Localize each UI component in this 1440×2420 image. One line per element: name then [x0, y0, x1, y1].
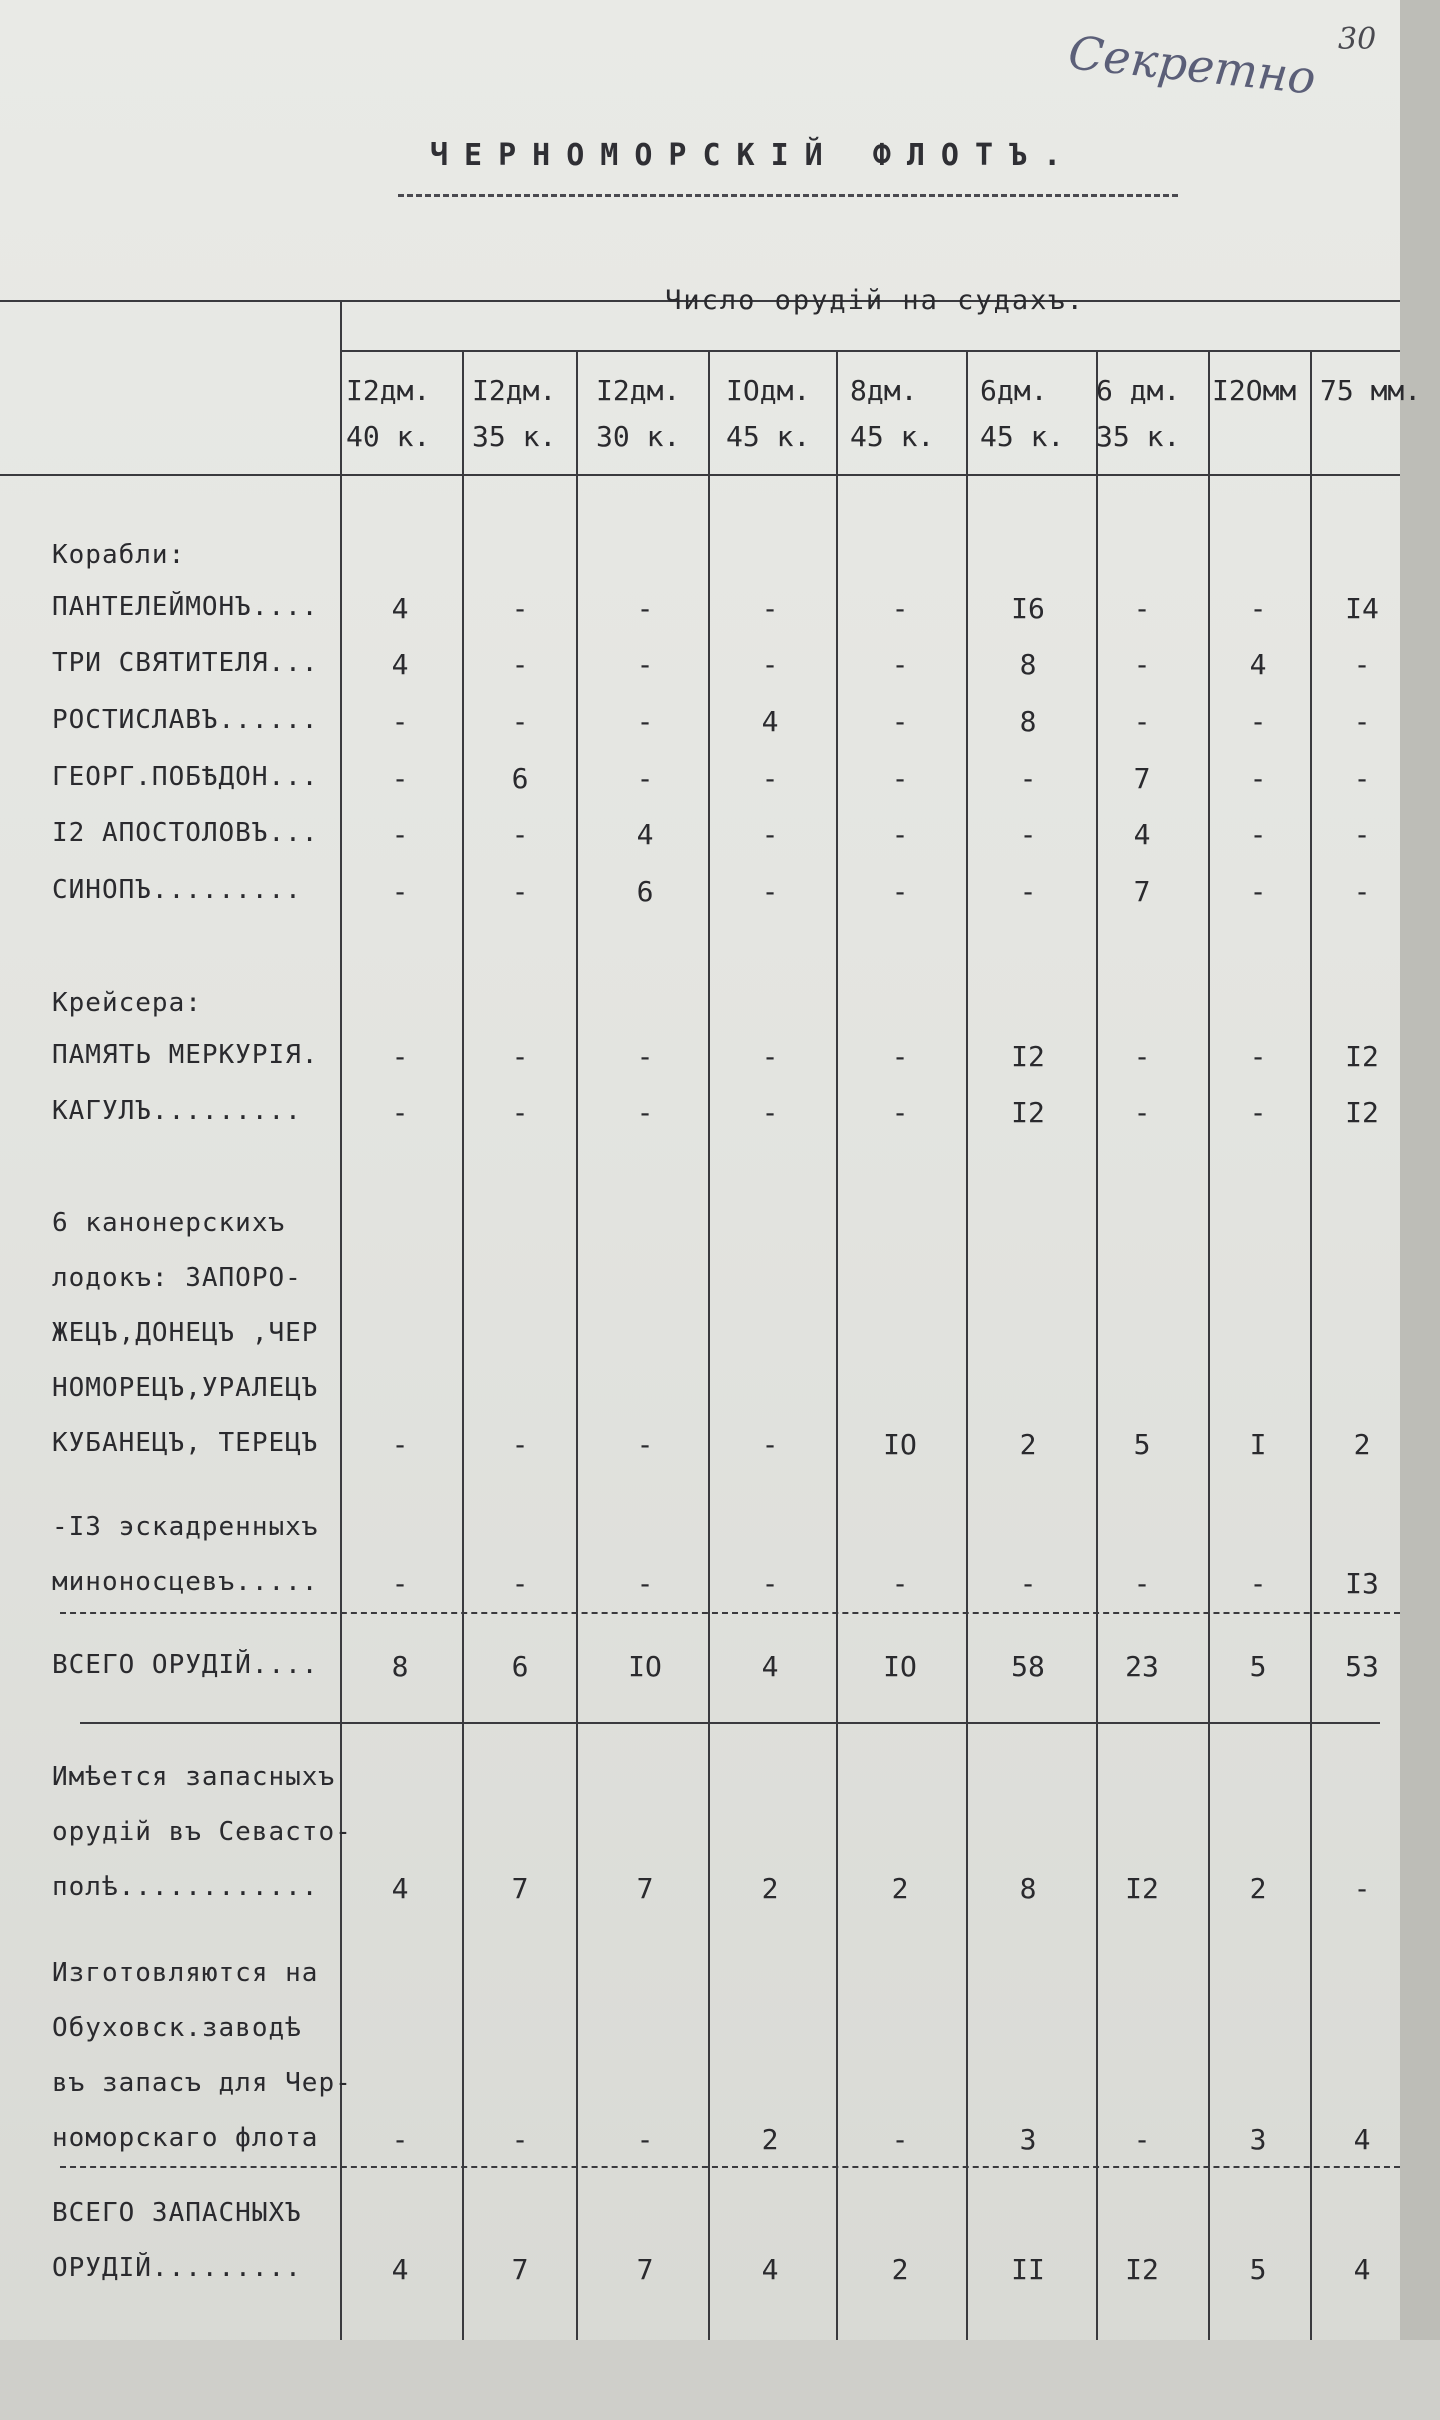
table-cell: 5 — [1249, 1650, 1267, 1683]
table-cell: - — [1353, 818, 1371, 851]
column-header: 8дм. 45 к. — [850, 374, 935, 453]
table-cell: 2 — [761, 1872, 779, 1905]
row-label: лодокъ: ЗАПОРО- — [52, 1263, 302, 1293]
table-cell: 58 — [1011, 1650, 1045, 1683]
table-cell: - — [891, 648, 909, 681]
reserve-totals-dashed-rule — [60, 2166, 1400, 2168]
table-cell: IО — [883, 1650, 917, 1683]
table-cell: 8 — [1019, 705, 1037, 738]
table-cell: - — [1019, 1567, 1037, 1600]
column-header: 6 дм. 35 к. — [1096, 374, 1181, 453]
row-label: орудiй въ Севасто- — [52, 1817, 352, 1847]
table-cell: - — [761, 875, 779, 908]
sheet-edge — [1400, 0, 1440, 2420]
page-number: 30 — [1338, 22, 1377, 57]
row-label: ПАМЯТЬ МЕРКУРIЯ. — [52, 1040, 319, 1070]
table-cell: - — [391, 1428, 409, 1461]
table-cell: - — [636, 1567, 654, 1600]
table-cell: I2 — [1011, 1040, 1045, 1073]
table-cell: 53 — [1345, 1650, 1379, 1683]
table-cell: - — [636, 592, 654, 625]
table-cell: I2 — [1011, 1096, 1045, 1129]
table-cell: - — [891, 875, 909, 908]
label-column-divider — [340, 300, 342, 2340]
table-cell: - — [891, 762, 909, 795]
table-cell: - — [761, 818, 779, 851]
table-cell: 4 — [391, 592, 409, 625]
table-cell: 8 — [1019, 648, 1037, 681]
table-cell: - — [511, 818, 529, 851]
row-label: Изготовляются на — [52, 1958, 319, 1988]
table-cell: 2 — [891, 2253, 909, 2286]
table-cell: 3 — [1249, 2123, 1267, 2156]
table-cell: 5 — [1249, 2253, 1267, 2286]
table-cell: 3 — [1019, 2123, 1037, 2156]
table-cell: 7 — [636, 1872, 654, 1905]
table-cell: - — [761, 1567, 779, 1600]
row-label: ПАНТЕЛЕЙМОНЪ.... — [52, 592, 319, 622]
table-cell: 7 — [1133, 875, 1151, 908]
table-cell: - — [1249, 762, 1267, 795]
title-underline — [398, 194, 1178, 197]
table-cell: - — [761, 1428, 779, 1461]
table-cell: - — [511, 592, 529, 625]
table-cell: - — [391, 1567, 409, 1600]
table-cell: - — [511, 1040, 529, 1073]
row-label: Имѣется запасныхъ — [52, 1762, 336, 1792]
row-label: НОМОРЕЦЪ,УРАЛЕЦЪ — [52, 1373, 319, 1403]
table-cell: 23 — [1125, 1650, 1159, 1683]
table-cell: - — [636, 1096, 654, 1129]
table-cell: - — [1353, 648, 1371, 681]
table-cell: 4 — [1353, 2253, 1371, 2286]
table-cell: 6 — [511, 1650, 529, 1683]
table-cell: - — [761, 648, 779, 681]
table-cell: 4 — [391, 1872, 409, 1905]
table-cell: 8 — [1019, 1872, 1037, 1905]
table-cell: - — [636, 648, 654, 681]
table-cell: - — [1133, 1096, 1151, 1129]
table-cell: 2 — [1353, 1428, 1371, 1461]
row-label: КАГУЛЪ......... — [52, 1096, 302, 1126]
row-label: ЖЕЦЪ,ДОНЕЦЪ ,ЧЕР — [52, 1318, 319, 1348]
table-cell: - — [636, 2123, 654, 2156]
section-heading-ships: Корабли: — [52, 540, 186, 570]
table-cell: - — [511, 1428, 529, 1461]
table-cell: - — [891, 1040, 909, 1073]
table-cell: - — [1133, 592, 1151, 625]
document-title: ЧЕРНОМОРСКIЙ ФЛОТЪ. — [430, 138, 1078, 173]
table-cell: 7 — [636, 2253, 654, 2286]
table-cell: - — [1353, 762, 1371, 795]
table-cell: II — [1011, 2253, 1045, 2286]
column-header: I2дм. 40 к. — [346, 374, 431, 453]
table-cell: I2 — [1345, 1096, 1379, 1129]
table-cell: 7 — [1133, 762, 1151, 795]
table-cell: - — [1249, 705, 1267, 738]
table-cell: - — [891, 592, 909, 625]
table-cell: 7 — [511, 2253, 529, 2286]
column-header: 75 мм. — [1320, 374, 1422, 407]
row-label: миноносцевъ..... — [52, 1567, 319, 1597]
table-cell: - — [636, 705, 654, 738]
row-label: -I3 эскадренныхъ — [52, 1512, 319, 1542]
table-cell: - — [1133, 1040, 1151, 1073]
table-cell: I2 — [1125, 2253, 1159, 2286]
table-cell: 5 — [1133, 1428, 1151, 1461]
table-cell: 6 — [636, 875, 654, 908]
row-label: полѣ............ — [52, 1872, 319, 1902]
table-cell: - — [1249, 592, 1267, 625]
table-cell: - — [1019, 875, 1037, 908]
table-cell: IО — [883, 1428, 917, 1461]
table-cell: - — [391, 1040, 409, 1073]
table-cell: - — [891, 705, 909, 738]
table-cell: - — [1133, 648, 1151, 681]
table-cell: - — [636, 1428, 654, 1461]
column-header: I2дм. 30 к. — [596, 374, 681, 453]
table-cell: I6 — [1011, 592, 1045, 625]
row-label: Обуховск.заводѣ — [52, 2013, 302, 2043]
table-cell: 4 — [1133, 818, 1151, 851]
table-cell: - — [391, 1096, 409, 1129]
table-cell: 7 — [511, 1872, 529, 1905]
table-cell: 4 — [391, 2253, 409, 2286]
table-cell: - — [1249, 875, 1267, 908]
table-cell: - — [391, 2123, 409, 2156]
table-cell: - — [1353, 875, 1371, 908]
table-cell: - — [391, 818, 409, 851]
table-cell: 8 — [391, 1650, 409, 1683]
row-label: ТРИ СВЯТИТЕЛЯ... — [52, 648, 319, 678]
row-label: I2 АПОСТОЛОВЪ... — [52, 818, 319, 848]
table-cell: I3 — [1345, 1567, 1379, 1600]
table-cell: 2 — [1249, 1872, 1267, 1905]
sheet-bottom-edge — [0, 2340, 1440, 2420]
table-cell: I — [1249, 1428, 1267, 1461]
column-divider — [836, 350, 838, 2340]
table-cell: - — [511, 705, 529, 738]
table-cell: 4 — [636, 818, 654, 851]
secret-stamp: Секретно — [1065, 25, 1319, 105]
table-cell: - — [761, 1040, 779, 1073]
column-group-header: Число орудiй на судахъ. — [665, 285, 1085, 316]
table-cell: 4 — [1353, 2123, 1371, 2156]
table-cell: IО — [628, 1650, 662, 1683]
table-cell: 2 — [761, 2123, 779, 2156]
table-cell: I4 — [1345, 592, 1379, 625]
row-label: ВСЕГО ЗАПАСНЫХЪ — [52, 2198, 302, 2228]
totals-dashed-rule — [60, 1612, 1400, 1614]
row-label: въ запасъ для Чер- — [52, 2068, 352, 2098]
table-cell: - — [1133, 705, 1151, 738]
row-label: 6 канонерскихъ — [52, 1208, 286, 1238]
table-cell: - — [511, 1567, 529, 1600]
table-cell: - — [511, 875, 529, 908]
column-header: IОдм. 45 к. — [726, 374, 811, 453]
table-cell: - — [891, 1096, 909, 1129]
row-label: ГЕОРГ.ПОБѢДОН... — [52, 762, 319, 792]
table-cell: 6 — [511, 762, 529, 795]
table-cell: - — [891, 2123, 909, 2156]
column-divider — [966, 350, 968, 2340]
table-cell: 4 — [761, 705, 779, 738]
row-label: ВСЕГО ОРУДIЙ.... — [52, 1650, 319, 1680]
row-label: СИНОПЪ......... — [52, 875, 302, 905]
column-divider — [576, 350, 578, 2340]
column-header: I2Омм — [1212, 374, 1297, 407]
column-header: 6дм. 45 к. — [980, 374, 1065, 453]
table-cell: - — [391, 705, 409, 738]
row-label: номорскаго флота — [52, 2123, 319, 2153]
row-label: ОРУДIЙ......... — [52, 2253, 302, 2283]
table-cell: I2 — [1125, 1872, 1159, 1905]
table-cell: - — [511, 2123, 529, 2156]
row-label: РОСТИСЛАВЪ...... — [52, 705, 319, 735]
table-cell: I2 — [1345, 1040, 1379, 1073]
header-bottom-rule — [0, 474, 1400, 476]
table-cell: 4 — [391, 648, 409, 681]
table-cell: 2 — [891, 1872, 909, 1905]
table-cell: - — [1353, 705, 1371, 738]
table-cell: - — [1019, 818, 1037, 851]
table-cell: - — [891, 818, 909, 851]
table-cell: 4 — [1249, 648, 1267, 681]
table-cell: - — [1133, 1567, 1151, 1600]
table-cell: 4 — [761, 1650, 779, 1683]
table-cell: - — [1353, 1872, 1371, 1905]
table-cell: - — [511, 648, 529, 681]
column-divider — [708, 350, 710, 2340]
table-cell: - — [1133, 2123, 1151, 2156]
table-cell: - — [761, 592, 779, 625]
table-cell: - — [891, 1567, 909, 1600]
table-cell: - — [761, 1096, 779, 1129]
table-cell: - — [511, 1096, 529, 1129]
table-cell: - — [1249, 1096, 1267, 1129]
column-header: I2дм. 35 к. — [472, 374, 557, 453]
table-cell: 2 — [1019, 1428, 1037, 1461]
table-cell: - — [1249, 1040, 1267, 1073]
table-cell: - — [391, 762, 409, 795]
column-divider — [462, 350, 464, 2340]
table-cell: 4 — [761, 2253, 779, 2286]
row-label: КУБАНЕЦЪ, ТЕРЕЦЪ — [52, 1428, 319, 1458]
section-rule — [80, 1722, 1380, 1724]
table-cell: - — [1019, 762, 1037, 795]
table-cell: - — [391, 875, 409, 908]
table-cell: - — [761, 762, 779, 795]
header-group-rule — [340, 350, 1400, 352]
table-cell: - — [1249, 818, 1267, 851]
table-cell: - — [636, 762, 654, 795]
table-cell: - — [636, 1040, 654, 1073]
table-cell: - — [1249, 1567, 1267, 1600]
section-heading-cruisers: Крейсера: — [52, 988, 202, 1018]
